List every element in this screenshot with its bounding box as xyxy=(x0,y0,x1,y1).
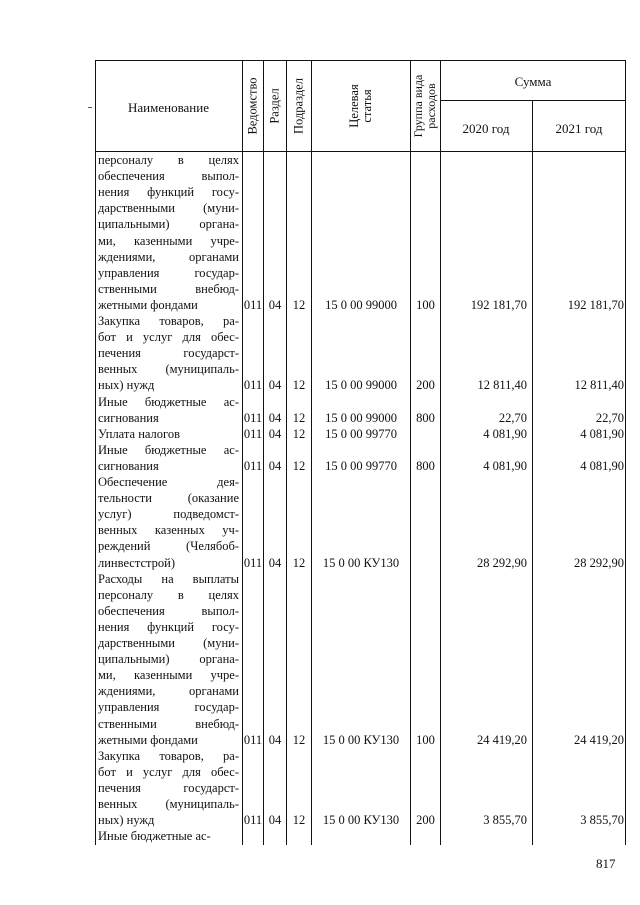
row-podrazdel: 12 xyxy=(292,426,306,441)
row-name-line: услуг) подведомст- xyxy=(98,507,239,522)
row-sum-2021: 4 081,90 xyxy=(580,458,624,473)
row-gruppa: 200 xyxy=(416,813,435,828)
table-row xyxy=(95,571,626,748)
row-name-line: Иные бюджетные ас- xyxy=(98,394,239,409)
row-name-line: ственными внебюд- xyxy=(98,716,239,731)
row-name-line: жетными фондами xyxy=(98,297,198,312)
row-vedomstvo: 011 xyxy=(243,426,263,441)
row-celevaya: 15 0 00 КУ130 xyxy=(322,813,400,828)
row-vedomstvo: 011 xyxy=(243,297,263,312)
row-sum-2020: 24 419,20 xyxy=(477,732,527,747)
header-razdel: Раздел xyxy=(267,88,282,124)
row-razdel: 04 xyxy=(268,410,282,425)
row-name-line: ждениями, органами xyxy=(98,249,239,264)
row-name-line: венных (муниципаль- xyxy=(98,797,239,811)
table-row xyxy=(95,474,626,571)
row-vedomstvo: 011 xyxy=(243,458,263,473)
row-sum-2021: 28 292,90 xyxy=(574,555,624,570)
row-name-line: Закупка товаров, ра- xyxy=(98,748,239,763)
row-celevaya: 15 0 00 99770 xyxy=(325,458,397,473)
row-podrazdel: 12 xyxy=(292,378,306,393)
row-name-line: Обеспечение дея- xyxy=(98,475,239,490)
row-name-line: венных (муниципаль- xyxy=(98,362,239,377)
row-name-line: венных казенных уч- xyxy=(98,523,239,538)
row-sum-2021: 3 855,70 xyxy=(580,813,624,828)
row-name-line: обеспечения выпол- xyxy=(98,169,239,184)
row-name-line: Иные бюджетные ас- xyxy=(98,829,211,844)
row-name-line: ципальными) органа- xyxy=(98,652,239,667)
table-row xyxy=(95,426,626,442)
row-sum-2020: 22,70 xyxy=(498,410,527,425)
row-gruppa: 100 xyxy=(416,297,435,312)
row-name-line: нения функций госу- xyxy=(98,619,239,634)
row-razdel: 04 xyxy=(268,732,282,747)
row-name-line: Иные бюджетные ас- xyxy=(98,442,239,457)
row-name-line: дарственными (муни- xyxy=(98,201,239,216)
row-name-line: дарственными (муни- xyxy=(98,636,239,651)
row-name-line: ми, казенными учре- xyxy=(98,233,239,248)
row-name xyxy=(98,828,239,844)
header-celevaya: Целевая статья xyxy=(347,84,374,128)
row-name xyxy=(98,313,239,393)
row-name-line: ципальными) органа- xyxy=(98,217,239,232)
row-podrazdel: 12 xyxy=(292,410,306,425)
table-row xyxy=(95,748,626,829)
table-row xyxy=(95,394,626,426)
page-number: 817 xyxy=(596,856,616,871)
row-celevaya: 15 0 00 99770 xyxy=(325,426,397,441)
row-sum-2021: 192 181,70 xyxy=(567,297,624,312)
row-podrazdel: 12 xyxy=(292,813,306,828)
row-sum-2021: 12 811,40 xyxy=(574,378,624,393)
row-name-line: обеспечения выпол- xyxy=(98,603,239,618)
row-name-line: печения государст- xyxy=(98,346,239,361)
row-celevaya: 15 0 00 КУ130 xyxy=(322,732,400,747)
row-name-line: тельности (оказание xyxy=(98,491,239,506)
row-podrazdel: 12 xyxy=(292,555,306,570)
row-name-line: управления государ- xyxy=(98,265,239,280)
row-name-line: управления государ- xyxy=(98,700,239,715)
row-gruppa: 800 xyxy=(416,458,435,473)
header-year-2021: 2021 год xyxy=(555,121,603,136)
row-name-line: персоналу в целях xyxy=(98,587,239,602)
table-row xyxy=(95,152,626,313)
row-name-line: жетными фондами xyxy=(98,732,198,747)
row-name-line: Закупка товаров, ра- xyxy=(98,314,239,329)
row-razdel: 04 xyxy=(268,555,282,570)
row-sum-2020: 12 811,40 xyxy=(477,378,527,393)
row-razdel: 04 xyxy=(268,378,282,393)
row-podrazdel: 12 xyxy=(292,732,306,747)
row-name-line: нения функций госу- xyxy=(98,185,239,200)
row-name-line: ждениями, органами xyxy=(98,684,239,699)
row-podrazdel: 12 xyxy=(292,297,306,312)
header-summa: Сумма xyxy=(514,74,552,89)
row-name xyxy=(98,394,239,426)
table-row xyxy=(95,828,626,844)
row-sum-2020: 28 292,90 xyxy=(477,555,527,570)
row-sum-2020: 3 855,70 xyxy=(483,813,527,828)
row-name-line: печения государст- xyxy=(98,780,239,795)
row-name xyxy=(98,426,239,442)
row-name-line: ных) нужд xyxy=(98,378,155,393)
row-vedomstvo: 011 xyxy=(243,813,263,828)
row-name-line: Расходы на выплаты xyxy=(98,571,239,586)
row-name-line: бот и услуг для обес- xyxy=(98,764,239,779)
row-razdel: 04 xyxy=(268,813,282,828)
row-name xyxy=(98,152,239,313)
header-gruppa: Группа вида расходов xyxy=(411,74,438,138)
row-name-line: Уплата налогов xyxy=(98,426,180,441)
row-celevaya: 15 0 00 99000 xyxy=(325,410,397,425)
table-row xyxy=(95,442,626,474)
row-name-line: персоналу в целях xyxy=(98,153,239,168)
row-name-line: линвестстрой) xyxy=(98,555,175,570)
row-sum-2020: 192 181,70 xyxy=(470,297,527,312)
budget-table xyxy=(95,60,626,845)
row-name-line: ственными внебюд- xyxy=(98,281,239,296)
row-vedomstvo: 011 xyxy=(243,378,263,393)
row-sum-2020: 4 081,90 xyxy=(483,458,527,473)
row-podrazdel: 12 xyxy=(292,458,306,473)
row-name xyxy=(98,474,239,571)
row-razdel: 04 xyxy=(268,426,282,441)
table-row xyxy=(95,313,626,394)
row-sum-2020: 4 081,90 xyxy=(483,426,527,441)
row-vedomstvo: 011 xyxy=(243,555,263,570)
row-name xyxy=(98,571,239,748)
row-celevaya: 15 0 00 КУ130 xyxy=(322,555,400,570)
row-sum-2021: 4 081,90 xyxy=(580,426,624,441)
header-name: Наименование xyxy=(128,100,209,115)
header-podrazdel: Подраздел xyxy=(291,78,306,134)
header-vedomstvo: Ведомство xyxy=(245,77,260,135)
row-sum-2021: 24 419,20 xyxy=(574,732,624,747)
row-name xyxy=(98,442,239,474)
row-razdel: 04 xyxy=(268,458,282,473)
header-year-2020: 2020 год xyxy=(462,121,510,136)
row-name-line: сигнования xyxy=(98,410,159,425)
margin-mark xyxy=(88,107,92,108)
row-celevaya: 15 0 00 99000 xyxy=(325,297,397,312)
row-celevaya: 15 0 00 99000 xyxy=(325,378,397,393)
row-sum-2021: 22,70 xyxy=(595,410,624,425)
row-gruppa: 100 xyxy=(416,732,435,747)
row-vedomstvo: 011 xyxy=(243,410,263,425)
row-name-line: бот и услуг для обес- xyxy=(98,330,239,345)
row-name xyxy=(98,748,239,828)
row-gruppa: 800 xyxy=(416,410,435,425)
row-name-line: ми, казенными учре- xyxy=(98,668,239,683)
row-razdel: 04 xyxy=(268,297,282,312)
row-gruppa: 200 xyxy=(416,378,435,393)
row-name-line: ных) нужд xyxy=(98,813,155,828)
row-name-line: реждений (Челябоб- xyxy=(98,539,239,554)
row-vedomstvo: 011 xyxy=(243,732,263,747)
row-name-line: сигнования xyxy=(98,458,159,473)
